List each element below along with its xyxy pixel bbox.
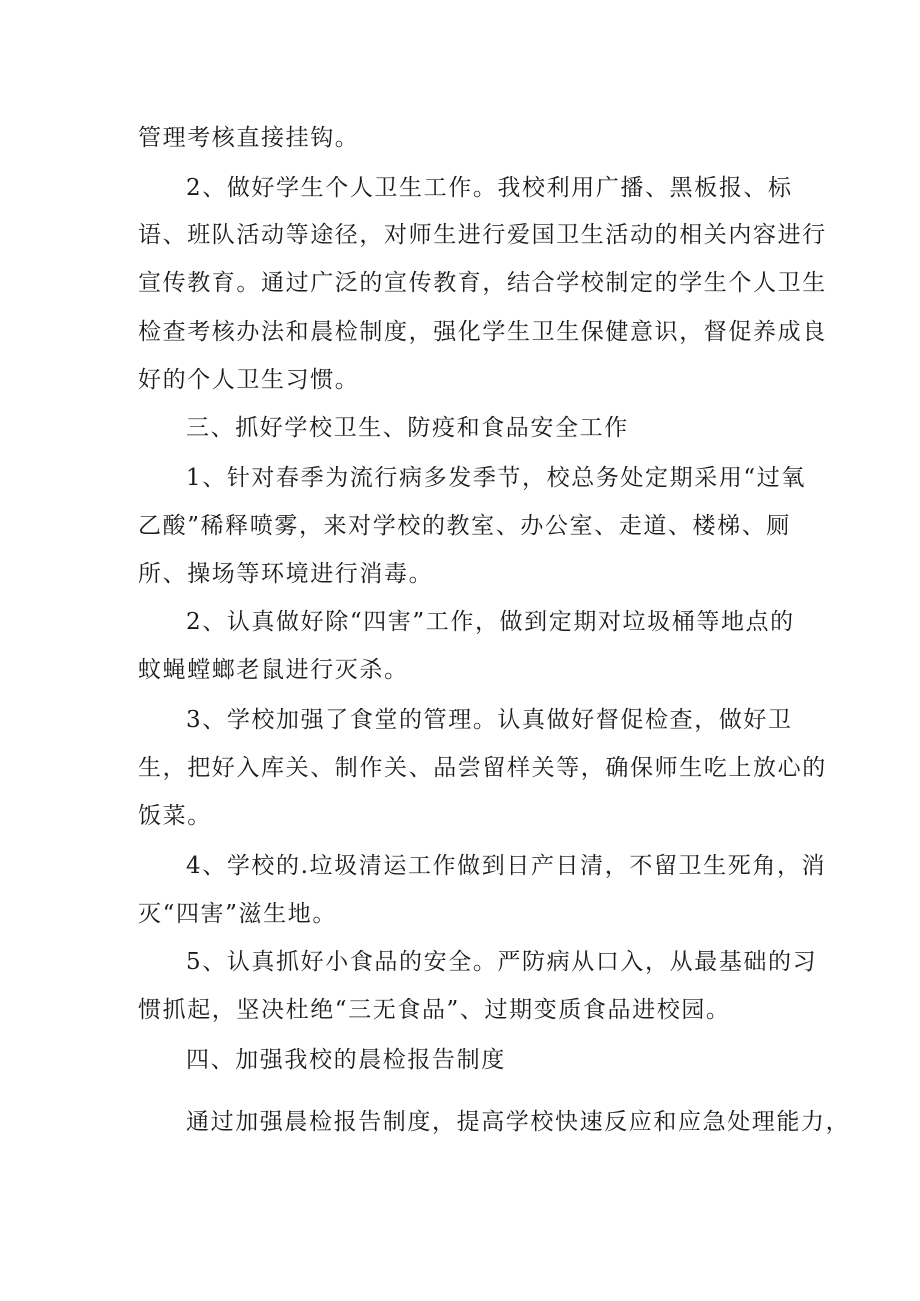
paragraph-first-line: 2、做好学生个人卫生工作。我校利用广播、黑板报、标	[186, 175, 793, 201]
text-line: 好的个人卫生习惯。	[138, 367, 360, 393]
text-line: 宣传教育。通过广泛的宣传教育，结合学校制定的学生个人卫生	[138, 270, 827, 296]
text-line: 乙酸”稀释喷雾，来对学校的教室、办公室、走道、楼梯、厕	[138, 513, 791, 539]
paragraph-first-line: 5、认真抓好小食品的安全。严防病从口入，从最基础的习	[186, 949, 818, 975]
text-line: 生，把好入库关、制作关、品尝留样关等，确保师生吃上放心的	[138, 755, 827, 781]
paragraph-first-line: 通过加强晨检报告制度，提高学校快速反应和应急处理能力，	[186, 1109, 851, 1135]
text-line: 管理考核直接挂钩。	[138, 125, 360, 151]
paragraph-first-line: 1、针对春季为流行病多发季节，校总务处定期采用“过氧	[186, 465, 806, 491]
text-line: 检查考核办法和晨检制度，强化学生卫生保健意识，督促养成良	[138, 319, 827, 345]
text-line: 语、班队活动等途径，对师生进行爱国卫生活动的相关内容进行	[138, 222, 827, 248]
paragraph-first-line: 3、学校加强了食堂的管理。认真做好督促检查，做好卫	[186, 707, 793, 733]
text-line: 惯抓起，坚决杜绝“三无食品”、过期变质食品进校园。	[138, 997, 731, 1023]
paragraph-first-line: 2、认真做好除“四害”工作，做到定期对垃圾桶等地点的	[186, 609, 795, 635]
text-line: 所、操场等环境进行消毒。	[138, 561, 434, 587]
paragraph-first-line: 4、学校的.垃圾清运工作做到日产日清，不留卫生死角，消	[186, 853, 827, 879]
text-line: 灭“四害”滋生地。	[138, 901, 337, 927]
text-line: 蚊蝇螳螂老鼠进行灭杀。	[138, 657, 409, 683]
section-heading: 三、抓好学校卫生、防疫和食品安全工作	[186, 415, 629, 441]
section-heading: 四、加强我校的晨检报告制度	[186, 1047, 506, 1073]
text-line: 饭菜。	[138, 803, 212, 829]
